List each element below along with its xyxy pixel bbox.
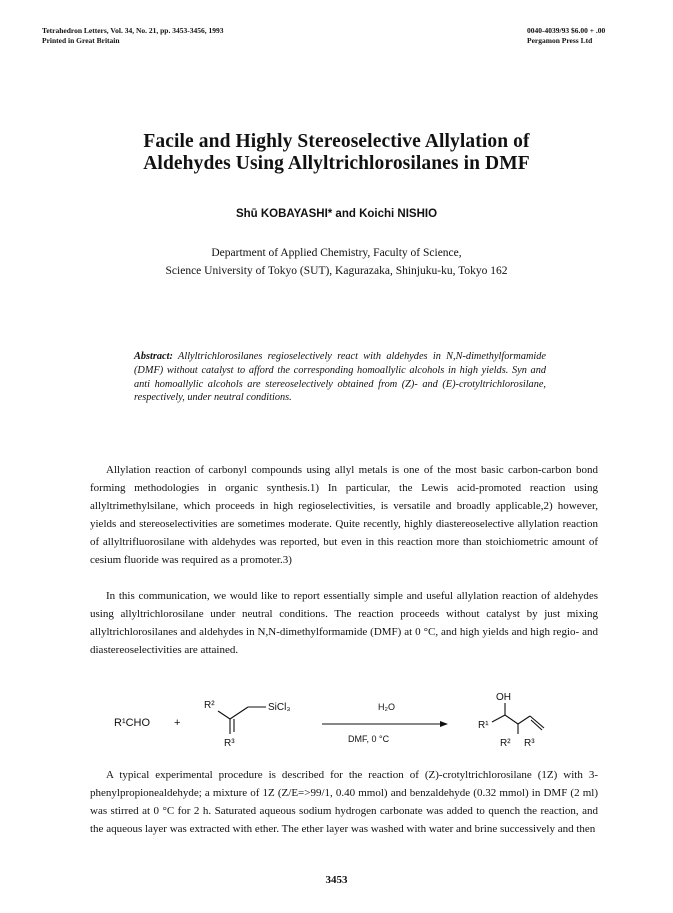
scheme-plus: + [174, 717, 181, 729]
title-line-1: Facile and Highly Stereoselective Allylation of [143, 131, 530, 152]
abstract-text: Allyltrichlorosilanes regioselectively react with aldehydes in N,N-dimethylformamide (DMF) without catalyst to afford the corresponding homoallylic alcohols in high yields. Syn and anti homoallylic alcohols are stereoselectively obtained from (Z)- and (E)-crotyltrichlorosilane, respectively, under neutral conditions. [134, 351, 546, 404]
scheme-r2: R² [204, 700, 215, 711]
affiliation [0, 244, 673, 280]
abstract [134, 350, 546, 405]
reaction-scheme [100, 688, 570, 760]
product-vinyl [530, 716, 544, 728]
title-line-2: Aldehydes Using Allyltrichlorosilanes in DMF [143, 153, 530, 174]
product-bond-2 [505, 715, 518, 724]
journal-header-right [527, 26, 605, 46]
scheme-product-r3: R³ [524, 738, 535, 749]
scheme-product-r2: R² [500, 738, 511, 749]
scheme-oh: OH [496, 692, 511, 703]
print-location: Printed in Great Britain [42, 36, 120, 45]
issn-price: 0040-4039/93 $6.00 + .00 [527, 26, 606, 35]
product-bond-3 [518, 716, 530, 724]
paper-title [0, 131, 673, 175]
body-paragraph-2: In this communication, we would like to report essentially simple and useful allylation reaction of aldehydes using allyltrichlorosilane under neutral conditions. The reaction proceeds without catalyst by just mixing allyltrichlorosilanes and aldehydes in N,N-dimethylformamide (DMF) at 0 °C, and high yields and high regio- and diastereoselectivities are attained. [90, 590, 598, 656]
product-bond-1 [492, 715, 505, 722]
abstract-label: Abstract: [134, 351, 173, 362]
journal-header-left [42, 26, 223, 46]
body-paragraph-3: A typical experimental procedure is described for the reaction of (Z)-crotyltrichlorosilane (1Z) with 3-phenylpropionealdehyde; a mixture of 1Z (Z/E=>99/1, 0.40 mmol) and benzaldehyde (0.32 mmol) in DMF (2 ml) was stirred at 0 °C for 2 h. Saturated aqueous sodium hydrogen carbonate was added to quench the reaction, and the aqueous layer was extracted with ether. The ether layer was washed with water and brine successively and then [90, 769, 598, 835]
scheme-reagent-bottom: DMF, 0 °C [348, 734, 390, 744]
journal-citation: Tetrahedron Letters, Vol. 34, No. 21, pp. 3453-3456, 1993 [42, 26, 224, 35]
page-number: 3453 [325, 874, 348, 886]
scheme-sicl3: SiCl₃ [268, 702, 291, 713]
scheme-bond-2 [230, 707, 248, 719]
authors: Shū KOBAYASHI* and Koichi NISHIO [235, 208, 438, 220]
scheme-aldehyde: R¹CHO [114, 717, 151, 729]
publisher: Pergamon Press Ltd [527, 36, 593, 45]
body-paragraph-1: Allylation reaction of carbonyl compounds using allyl metals is one of the most basic carbon-carbon bond forming methodologies in organic synthesis.1) In particular, the Lewis acid-promoted reaction using allyltrimethylsilane, which proceeds in high regioselectivities, is versatile and broadly applicable,2) however, yields and stereoselectivities are sometimes moderate. Quite recently, highly diastereoselective allylation reaction of allyltrifluorosilane with aldehydes was reported, but even in this reaction more than stoichiometric amount of cesium fluoride was required as a promoter.3) [90, 464, 598, 566]
scheme-r3: R³ [224, 738, 235, 749]
scheme-reagent-top: H₂O [378, 702, 395, 712]
affiliation-line-1: Department of Applied Chemistry, Faculty of Science, [211, 247, 462, 259]
scheme-product-r1: R¹ [478, 720, 489, 731]
scheme-bond-1 [218, 711, 230, 719]
affiliation-line-2: Science University of Tokyo (SUT), Kagurazaka, Shinjuku-ku, Tokyo 162 [165, 265, 508, 277]
arrow-head [440, 721, 448, 727]
